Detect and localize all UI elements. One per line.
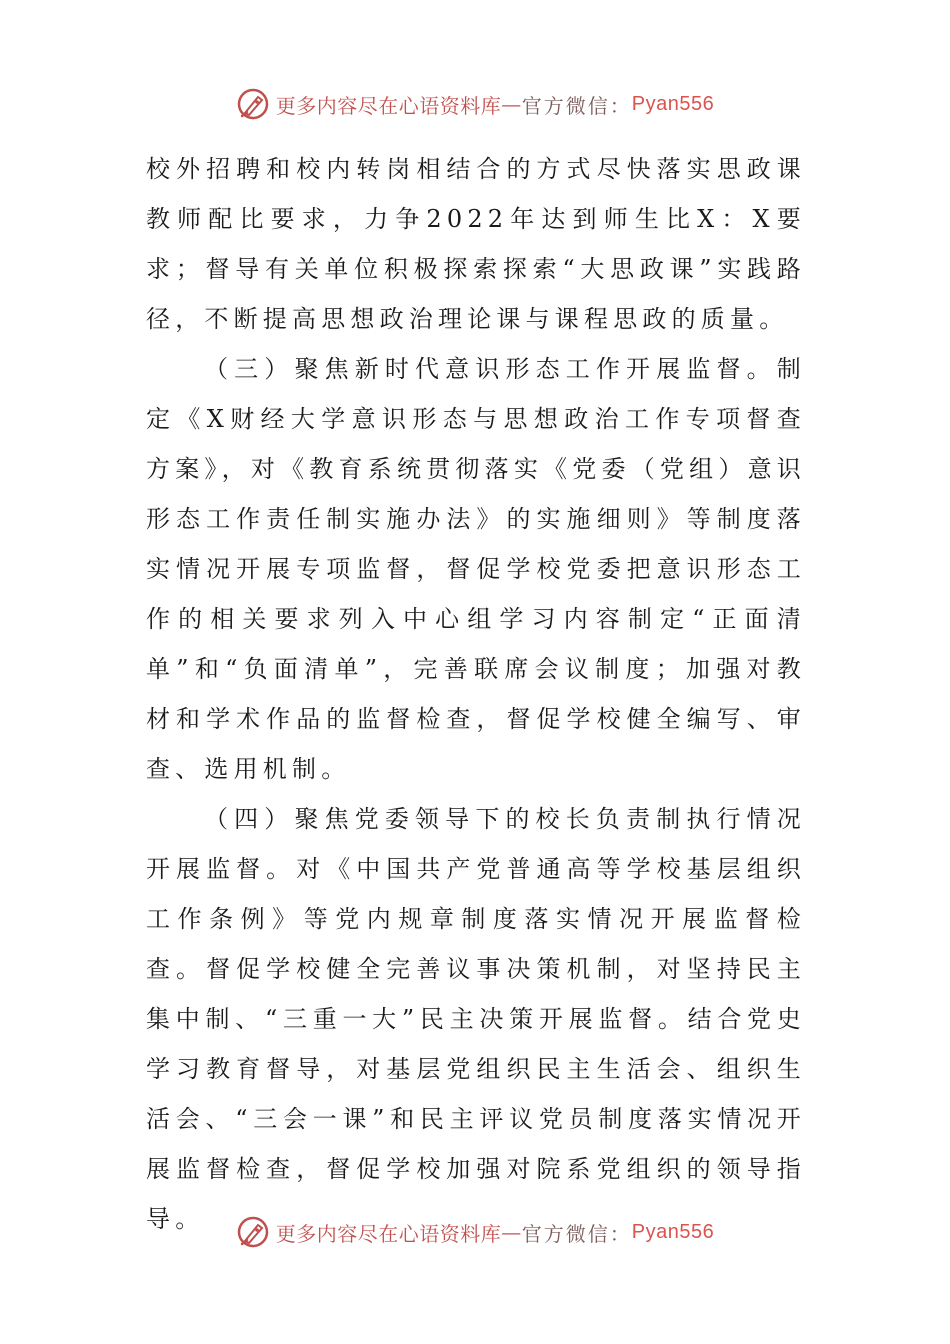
banner-wechat-id: Pyan556 bbox=[631, 92, 715, 115]
paragraph-2: （三）聚焦新时代意识形态工作开展监督。制定《X财经大学意识形态与思想政治工作专项督查方案》，对《教育系统贯彻落实《党委（党组）意识形态工作责任制实施办法》的实施细则》等制度落实情况开展专项监督，督促学校党委把意识形态工作的相关要求列入中心组学习内容制定“正面清单”和“负面清单”，完善联席会议制度；加强对教材和学术作品的监督检查，督促学校健全编写、审查、选用机制。 bbox=[146, 355, 806, 783]
footer-banner bbox=[0, 1212, 950, 1252]
pen-nib-logo-icon bbox=[236, 1215, 270, 1249]
paragraph-1: 校外招聘和校内转岗相结合的方式尽快落实思政课教师配比要求，力争2022年达到师生比X：X要求；督导有关单位积极探索探索“大思政课”实践路径，不断提高思想政治理论课与课程思政的质量。 bbox=[146, 155, 806, 333]
document-body bbox=[146, 144, 806, 1244]
footer-banner-wechat-id: Pyan556 bbox=[631, 1220, 715, 1243]
footer-banner-dash: — bbox=[501, 1220, 522, 1244]
header-banner bbox=[0, 84, 950, 124]
banner-dash: — bbox=[501, 92, 522, 116]
banner-wechat-label: 官方微信： bbox=[521, 93, 632, 118]
pen-nib-logo-icon bbox=[236, 87, 270, 121]
footer-banner-text: 更多内容尽在心语资料库 bbox=[275, 1221, 502, 1246]
footer-banner-wechat-label: 官方微信： bbox=[521, 1221, 632, 1246]
paragraph-3: （四）聚焦党委领导下的校长负责制执行情况开展监督。对《中国共产党普通高等学校基层组织工作条例》等党内规章制度落实情况开展监督检查。督促学校健全完善议事决策机制，对坚持民主集中制、“三重一大”民主决策开展监督。结合党史学习教育督导，对基层党组织民主生活会、组织生活会、“三会一课”和民主评议党员制度落实情况开展监督检查，督促学校加强对院系党组织的领导指导。 bbox=[146, 805, 806, 1233]
banner-text: 更多内容尽在心语资料库 bbox=[275, 93, 502, 118]
